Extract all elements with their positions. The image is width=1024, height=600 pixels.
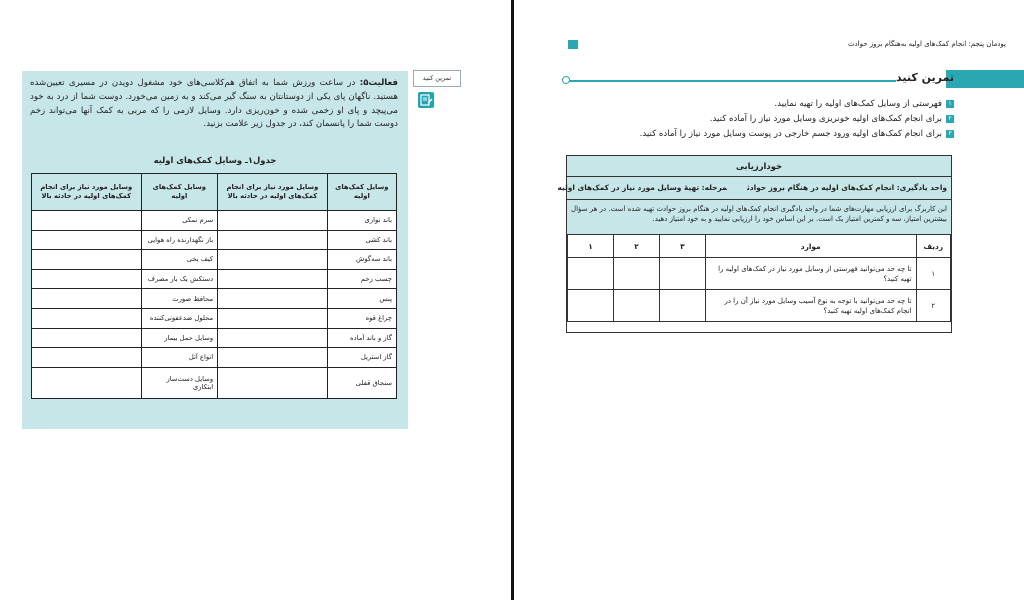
check-cell[interactable] bbox=[32, 348, 142, 368]
item-cell: انواع آتل bbox=[141, 348, 218, 368]
column-header-row: ردیف bbox=[916, 235, 950, 258]
score-cell[interactable] bbox=[613, 258, 659, 290]
check-cell[interactable] bbox=[32, 328, 142, 348]
check-cell[interactable] bbox=[218, 328, 328, 348]
check-cell[interactable] bbox=[218, 211, 328, 231]
item-cell: گاز و باند آماده bbox=[327, 328, 396, 348]
item-cell: محلول ضدعفونی‌کننده bbox=[141, 308, 218, 328]
table-body bbox=[32, 211, 397, 399]
item-cell: سرم نمکی bbox=[141, 211, 218, 231]
item-cell: وسایل حمل بیمار bbox=[141, 328, 218, 348]
item-cell: محافظ صورت bbox=[141, 289, 218, 309]
check-cell[interactable] bbox=[218, 230, 328, 250]
assessment-row bbox=[568, 258, 951, 290]
score-cell[interactable] bbox=[659, 290, 705, 322]
column-header-score-3: ۳ bbox=[659, 235, 705, 258]
item-cell: سنجاق قفلی bbox=[327, 367, 396, 398]
check-cell[interactable] bbox=[32, 250, 142, 270]
exercise-text: برای انجام کمک‌های اولیه خونریزی وسایل مورد نیاز را آماده کنید. bbox=[709, 114, 942, 124]
learning-unit: واحد یادگیری: انجام کمک‌های اولیه در هنگام بروز حوادث bbox=[747, 183, 947, 192]
item-cell: پنس bbox=[327, 289, 396, 309]
assessment-title: خودارزیابی bbox=[567, 156, 951, 177]
table-row bbox=[32, 367, 397, 398]
check-cell[interactable] bbox=[32, 289, 142, 309]
item-cell: گاز استریل bbox=[327, 348, 396, 368]
column-header-score-1: ۱ bbox=[568, 235, 614, 258]
check-cell[interactable] bbox=[32, 367, 142, 398]
column-header: وسایل کمک‌های اولیه bbox=[327, 174, 396, 211]
activity-title: فعالیت۵: bbox=[359, 78, 399, 88]
check-cell[interactable] bbox=[32, 308, 142, 328]
right-page bbox=[514, 0, 1024, 600]
item-cell: دستکش یک بار مصرف bbox=[141, 269, 218, 289]
table-row bbox=[32, 250, 397, 270]
exercise-tag: تمرین کنید bbox=[413, 70, 461, 87]
table-row bbox=[32, 328, 397, 348]
assessment-row bbox=[568, 290, 951, 322]
item-cell: باند سه‌گوش bbox=[327, 250, 396, 270]
check-cell[interactable] bbox=[218, 348, 328, 368]
row-number: ۲ bbox=[916, 290, 950, 322]
score-cell[interactable] bbox=[568, 258, 614, 290]
column-header: وسایل مورد نیاز برای انجام کمک‌های اولیه در حادثه بالا bbox=[218, 174, 328, 211]
check-cell[interactable] bbox=[32, 230, 142, 250]
section-divider bbox=[566, 80, 896, 82]
column-header: وسایل کمک‌های اولیه bbox=[141, 174, 218, 211]
table-header-row bbox=[32, 174, 397, 211]
exercise-icon bbox=[418, 92, 434, 108]
table-row bbox=[32, 289, 397, 309]
self-assessment-box bbox=[557, 155, 952, 333]
number-badge: ۱ bbox=[946, 100, 954, 108]
table-row bbox=[32, 230, 397, 250]
first-aid-items-table bbox=[31, 173, 397, 399]
item-cell: چراغ قوه bbox=[327, 308, 396, 328]
check-cell[interactable] bbox=[32, 269, 142, 289]
score-cell[interactable] bbox=[613, 290, 659, 322]
row-text: تا چه حد می‌توانید فهرستی از وسایل مورد نیاز در کمک‌های اولیه را تهیه کنید؟ bbox=[705, 258, 916, 290]
activity-text bbox=[30, 77, 398, 132]
learning-stage: مرحله: تهیهٔ وسایل مورد نیاز در کمک‌های اولیه bbox=[557, 183, 728, 192]
table-row bbox=[32, 348, 397, 368]
item-cell: باند نواری bbox=[327, 211, 396, 231]
item-cell: چسب زخم bbox=[327, 269, 396, 289]
table-row bbox=[32, 308, 397, 328]
section-accent-bar bbox=[946, 70, 1024, 88]
check-cell[interactable] bbox=[218, 308, 328, 328]
column-header: وسایل مورد نیاز برای انجام کمک‌های اولیه در حادثه بالا bbox=[32, 174, 142, 211]
item-cell: کیف یخی bbox=[141, 250, 218, 270]
divider-dot-icon bbox=[562, 76, 570, 84]
exercise-item bbox=[594, 97, 954, 112]
assessment-table bbox=[567, 235, 951, 322]
score-cell[interactable] bbox=[568, 290, 614, 322]
score-cell[interactable] bbox=[659, 258, 705, 290]
exercise-list bbox=[594, 97, 954, 142]
assessment-unit-row bbox=[557, 177, 951, 200]
row-text: تا چه حد می‌توانید با توجه به نوع آسیب وسایل مورد نیاز آن را در انجام کمک‌های اولیه تهیه کنید؟ bbox=[705, 290, 916, 322]
table-row bbox=[32, 269, 397, 289]
check-cell[interactable] bbox=[218, 269, 328, 289]
column-header-score-2: ۲ bbox=[613, 235, 659, 258]
number-badge: ۲ bbox=[946, 115, 954, 123]
item-cell: وسایل دست‌ساز ابتکاری bbox=[141, 367, 218, 398]
exercise-item bbox=[594, 127, 954, 142]
table-row bbox=[32, 211, 397, 231]
check-cell[interactable] bbox=[218, 289, 328, 309]
activity-box bbox=[22, 71, 408, 429]
activity-body: در ساعت ورزش شما به اتفاق هم‌کلاسی‌های خود مشغول دویدن در مسیری تعیین‌شده هستید. ناگهان پای یکی از دوستانتان به سنگ گیر می‌کند و به زمین می‌خورد. دوست شما از درد به خود می‌پیچد و پای او زخمی شده و خون‌ریزی دارد. وسایل لازمی را که مربی به کمک آنها می‌تواند زخم دوست شما را پانسمان کند، در جدول زیر علامت بزنید. bbox=[30, 78, 398, 130]
exercise-text: فهرستی از وسایل کمک‌های اولیه را تهیه نمایید. bbox=[774, 99, 942, 109]
section-title: تمرین کنید bbox=[896, 71, 954, 84]
check-cell[interactable] bbox=[32, 211, 142, 231]
item-cell: باز نگهدارنده راه هوایی bbox=[141, 230, 218, 250]
chapter-title: پودمان پنجم: انجام کمک‌های اولیه به‌هنگام بروز حوادث bbox=[847, 40, 1006, 48]
column-header-items: موارد bbox=[705, 235, 916, 258]
exercise-item bbox=[594, 112, 954, 127]
exercise-text: برای انجام کمک‌های اولیه ورود جسم خارجی در پوست وسایل مورد نیاز را آماده کنید. bbox=[639, 129, 942, 139]
table-title: جدول۱ـ وسایل کمک‌های اولیه bbox=[153, 155, 277, 165]
assessment-header-row bbox=[568, 235, 951, 258]
row-number: ۱ bbox=[916, 258, 950, 290]
check-cell[interactable] bbox=[218, 250, 328, 270]
assessment-description: این کاربرگ برای ارزیابی مهارت‌های شما در واحد یادگیری انجام کمک‌های اولیه در هنگام بروز حوادث تهیه شده است. در هر سؤال بیشترین امتیاز، سه و کمترین امتیاز یک است. بر این اساس خود را ارزیابی نمایید و به خود امتیاز دهید. bbox=[567, 200, 951, 235]
item-cell: باند کشی bbox=[327, 230, 396, 250]
check-cell[interactable] bbox=[218, 367, 328, 398]
number-badge: ۳ bbox=[946, 130, 954, 138]
